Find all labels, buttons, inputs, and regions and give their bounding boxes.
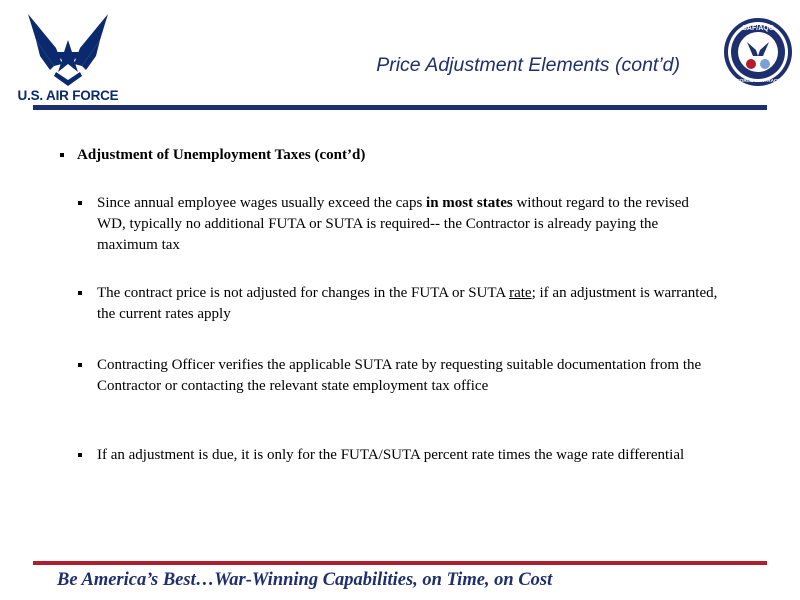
footer-tagline: Be America’s Best…War-Winning Capabilities, on Time, on Cost (57, 570, 553, 590)
seal-top-text: SAF/AQC (742, 25, 774, 32)
square-bullet-icon (78, 453, 82, 457)
header-divider (33, 105, 767, 110)
slide-title: Price Adjustment Elements (cont’d) (376, 54, 680, 76)
list-item (78, 193, 718, 256)
square-bullet-icon (78, 363, 82, 367)
footer-divider (33, 561, 767, 565)
square-bullet-icon (78, 201, 82, 205)
seal-bottom-text: AIR FORCE CONTRACTING (727, 78, 789, 83)
org-name: U.S. AIR FORCE (17, 88, 119, 103)
bullet-text: Since annual employee wages usually exceed the caps in most states without regard to the revised WD, typically no additional FUTA or SUTA is required-- the Contractor is already paying the maximum tax (97, 195, 689, 253)
list-item (78, 355, 718, 397)
saf-aqc-seal-icon (723, 6, 793, 98)
bullet-text: Contracting Officer verifies the applicable SUTA rate by requesting suitable documentation from the Contractor or contacting the relevant state employment tax office (97, 357, 702, 394)
bullet-text: The contract price is not adjusted for changes in the FUTA or SUTA rate; if an adjustment is warranted, the current rates apply (97, 285, 718, 322)
main-heading: Adjustment of Unemployment Taxes (cont’d) (77, 147, 366, 163)
list-item (78, 283, 718, 325)
main-bullet (60, 147, 366, 164)
square-bullet-icon (78, 291, 82, 295)
air-force-logo (4, 6, 132, 106)
air-force-wing-icon (26, 10, 110, 86)
square-bullet-icon (60, 153, 64, 157)
list-item (78, 445, 718, 466)
bullet-text: If an adjustment is due, it is only for the FUTA/SUTA percent rate times the wage rate differential (97, 447, 685, 463)
